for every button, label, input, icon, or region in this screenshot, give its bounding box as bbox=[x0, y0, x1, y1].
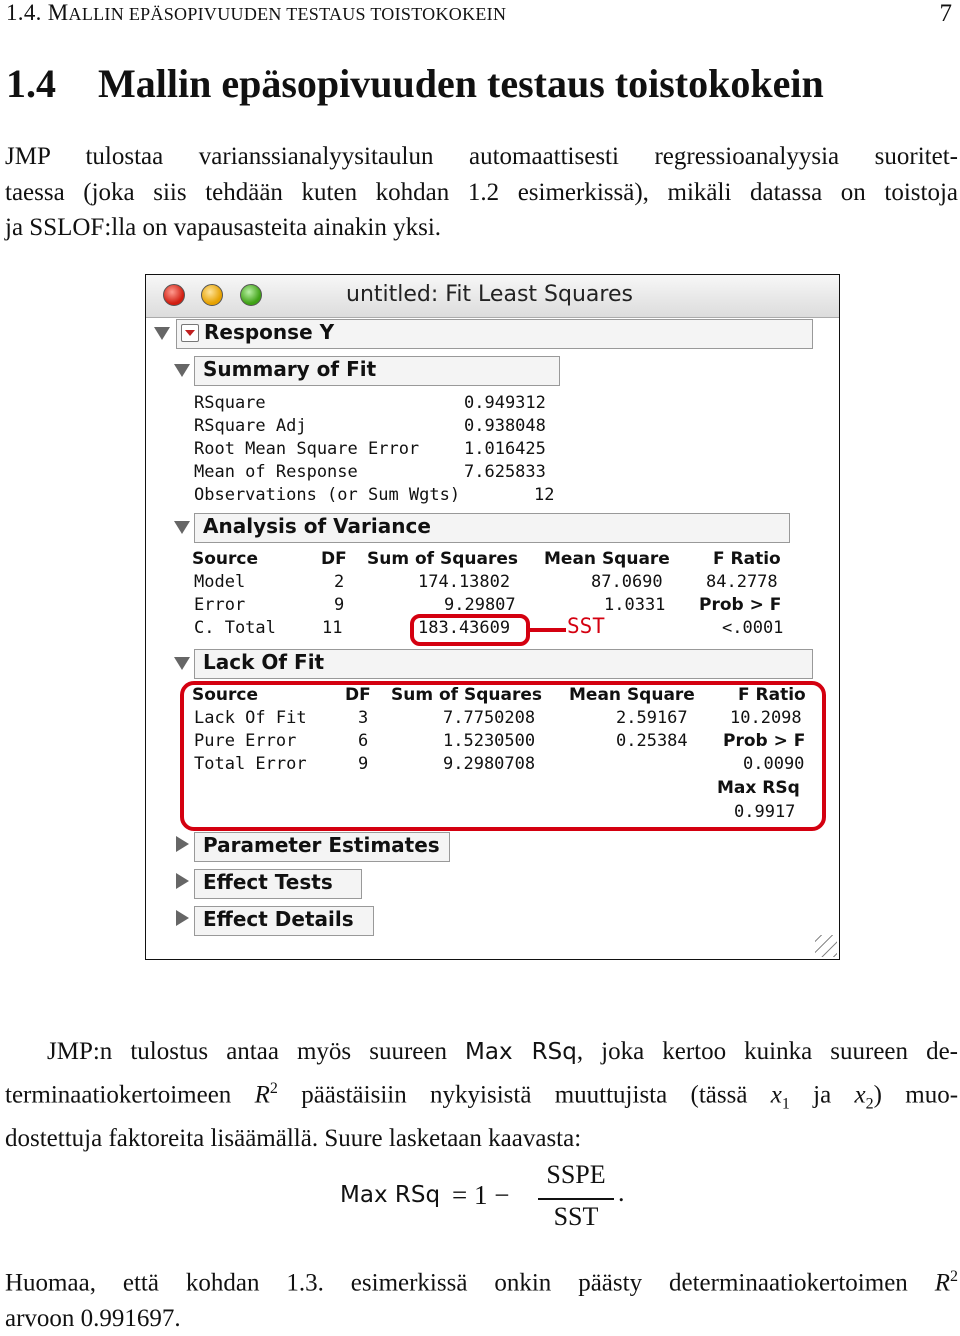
lof-cell: 0.25384 bbox=[616, 731, 688, 751]
text-span: terminaatiokertoimeen bbox=[5, 1080, 255, 1108]
jmp-report-window bbox=[145, 274, 840, 960]
math-superscript: 2 bbox=[950, 1268, 958, 1285]
math-R: R bbox=[934, 1269, 950, 1297]
formula-lhs: Max RSq bbox=[340, 1182, 441, 1208]
section-title-text: Mallin epäsopivuuden testaus toistokokein bbox=[98, 61, 824, 106]
disclosure-down-icon[interactable] bbox=[154, 327, 170, 340]
lof-maxrsq-label: Max RSq bbox=[717, 778, 800, 798]
summary-label: Root Mean Square Error bbox=[194, 439, 420, 459]
paragraph-intro-line-1: JMP tulostaa varianssianalyysitaulun automaattisesti regressioanalyysia suoritet- bbox=[5, 143, 958, 170]
sst-highlight-box bbox=[410, 614, 530, 646]
formula-period: . bbox=[618, 1178, 625, 1207]
summary-value: 0.949312 bbox=[464, 393, 546, 413]
anova-col-ms: Mean Square bbox=[544, 549, 670, 569]
text-span: Huomaa, että kohdan 1.3. esimerkissä onkin päästy determinaatiokertoimen bbox=[5, 1269, 935, 1297]
section-effect-tests[interactable]: Effect Tests bbox=[203, 870, 333, 894]
disclosure-down-icon[interactable] bbox=[174, 657, 190, 670]
anova-cell: C. Total bbox=[194, 618, 276, 638]
paragraph-maxrsq-line-3: dostettuja faktoreita lisäämällä. Suure lasketaan kaavasta: bbox=[5, 1125, 582, 1153]
section-number: 1.4 bbox=[6, 61, 56, 106]
summary-value: 12 bbox=[534, 485, 555, 505]
math-subscript: 2 bbox=[865, 1094, 874, 1112]
paragraph-note-line-2: arvoon 0.991697. bbox=[5, 1304, 181, 1332]
summary-label: RSquare bbox=[194, 393, 266, 413]
anova-cell: 84.2778 bbox=[706, 572, 778, 592]
anova-ctotal-ss: 183.43609 bbox=[418, 618, 511, 638]
paragraph-maxrsq bbox=[5, 1034, 958, 1157]
anova-cell: Error bbox=[194, 595, 246, 615]
anova-col-source: Source bbox=[192, 549, 259, 569]
lof-cell: 2.59167 bbox=[616, 708, 688, 728]
anova-col-f: F Ratio bbox=[713, 549, 781, 569]
summary-header[interactable]: Summary of Fit bbox=[203, 357, 377, 381]
lof-cell: 9 bbox=[358, 754, 369, 774]
running-head-number: 1.4. bbox=[6, 0, 42, 25]
close-button-icon[interactable] bbox=[163, 284, 185, 306]
anova-cell: 87.0690 bbox=[591, 572, 663, 592]
maxrsq-term: Max RSq bbox=[465, 1039, 577, 1065]
anova-cell: 11 bbox=[322, 618, 343, 638]
lof-cell: Lack Of Fit bbox=[194, 708, 307, 728]
disclosure-down-icon[interactable] bbox=[174, 521, 190, 534]
lof-col-df: DF bbox=[345, 685, 371, 705]
disclosure-right-icon[interactable] bbox=[176, 873, 189, 889]
math-R: R bbox=[254, 1080, 270, 1108]
paragraph-intro-line-2: taessa (joka siis tehdään kuten kohdan 1.2 esimerkissä), mikäli datassa on toistoja bbox=[5, 178, 958, 206]
summary-value: 7.625833 bbox=[464, 462, 546, 482]
running-head bbox=[6, 0, 506, 26]
lof-col-ms: Mean Square bbox=[569, 685, 695, 705]
summary-label: Mean of Response bbox=[194, 462, 358, 482]
anova-cell: 2 bbox=[334, 572, 345, 592]
fraction-bar bbox=[538, 1198, 614, 1200]
running-head-first-letter: M bbox=[47, 0, 69, 25]
anova-cell: <.0001 bbox=[722, 618, 784, 638]
anova-cell: 1.0331 bbox=[604, 595, 666, 615]
anova-cell: 9.29807 bbox=[444, 595, 516, 615]
lof-cell: 7.7750208 bbox=[443, 708, 536, 728]
anova-header[interactable]: Analysis of Variance bbox=[203, 514, 431, 538]
lof-cell: 0.0090 bbox=[743, 754, 805, 774]
section-parameter-estimates[interactable]: Parameter Estimates bbox=[203, 833, 440, 857]
minimize-button-icon[interactable] bbox=[201, 284, 223, 306]
lof-col-ss: Sum of Squares bbox=[391, 685, 542, 705]
paragraph-maxrsq-line-2 bbox=[5, 1071, 958, 1122]
disclosure-right-icon[interactable] bbox=[176, 910, 189, 926]
lof-col-source: Source bbox=[192, 685, 259, 705]
lof-cell: 10.2098 bbox=[730, 708, 802, 728]
lof-header[interactable]: Lack Of Fit bbox=[203, 650, 325, 674]
paragraph-note bbox=[5, 1259, 958, 1336]
anova-cell: 174.13802 bbox=[418, 572, 511, 592]
formula-eq: = 1 − bbox=[452, 1180, 510, 1210]
lof-prob-label: Prob > F bbox=[723, 731, 806, 751]
page-number: 7 bbox=[939, 0, 952, 27]
anova-cell: Model bbox=[194, 572, 246, 592]
math-x: x bbox=[770, 1080, 782, 1108]
running-head-rest: ALLIN EPÄSOPIVUUDEN TESTAUS TOISTOKOKEIN bbox=[68, 4, 507, 24]
summary-value: 0.938048 bbox=[464, 416, 546, 436]
text-span: päästäisiin nykyisistä muuttujista (tässä bbox=[277, 1080, 771, 1108]
sst-annotation: SST bbox=[567, 614, 605, 638]
lof-maxrsq-value: 0.9917 bbox=[734, 802, 796, 822]
section-effect-details[interactable]: Effect Details bbox=[203, 907, 354, 931]
formula-denominator: SST bbox=[553, 1202, 599, 1231]
lof-cell: Total Error bbox=[194, 754, 307, 774]
summary-label: Observations (or Sum Wgts) bbox=[194, 485, 461, 505]
disclosure-down-icon[interactable] bbox=[174, 364, 190, 377]
formula bbox=[340, 1160, 660, 1240]
sst-pointer-line bbox=[530, 628, 566, 632]
response-header: Response Y bbox=[204, 320, 335, 344]
red-triangle-menu-icon[interactable] bbox=[181, 324, 199, 342]
lof-cell: 1.5230500 bbox=[443, 731, 536, 751]
section-title bbox=[6, 60, 824, 107]
paragraph-maxrsq-line-1 bbox=[5, 1034, 958, 1071]
anova-prob-label: Prob > F bbox=[699, 595, 782, 615]
math-x: x bbox=[854, 1080, 866, 1108]
text-span: ) muo- bbox=[873, 1080, 959, 1108]
disclosure-right-icon[interactable] bbox=[176, 836, 189, 852]
lof-cell: 9.2980708 bbox=[443, 754, 536, 774]
text-span: , joka kertoo kuinka suureen de- bbox=[576, 1038, 958, 1065]
lof-cell: Pure Error bbox=[194, 731, 297, 751]
window-title: untitled: Fit Least Squares bbox=[346, 282, 633, 307]
text-span: JMP:n tulostus antaa myös suureen bbox=[47, 1038, 466, 1065]
anova-col-ss: Sum of Squares bbox=[367, 549, 518, 569]
text-span: ja bbox=[789, 1080, 855, 1108]
paragraph-intro bbox=[5, 139, 958, 246]
anova-col-df: DF bbox=[321, 549, 347, 569]
zoom-button-icon[interactable] bbox=[240, 284, 262, 306]
paragraph-intro-line-3: ja SSLOF:lla on vapausasteita ainakin yksi. bbox=[5, 214, 442, 241]
anova-cell: 9 bbox=[334, 595, 345, 615]
window-titlebar[interactable] bbox=[146, 275, 839, 318]
math-superscript: 2 bbox=[269, 1079, 278, 1097]
math-subscript: 1 bbox=[781, 1094, 790, 1112]
paragraph-note-line-1 bbox=[5, 1259, 958, 1301]
resize-grip-icon[interactable] bbox=[815, 935, 837, 957]
formula-numerator: SSPE bbox=[546, 1160, 606, 1189]
lof-cell: 6 bbox=[358, 731, 369, 751]
summary-label: RSquare Adj bbox=[194, 416, 307, 436]
lof-cell: 3 bbox=[358, 708, 369, 728]
lof-col-f: F Ratio bbox=[738, 685, 806, 705]
summary-value: 1.016425 bbox=[464, 439, 546, 459]
